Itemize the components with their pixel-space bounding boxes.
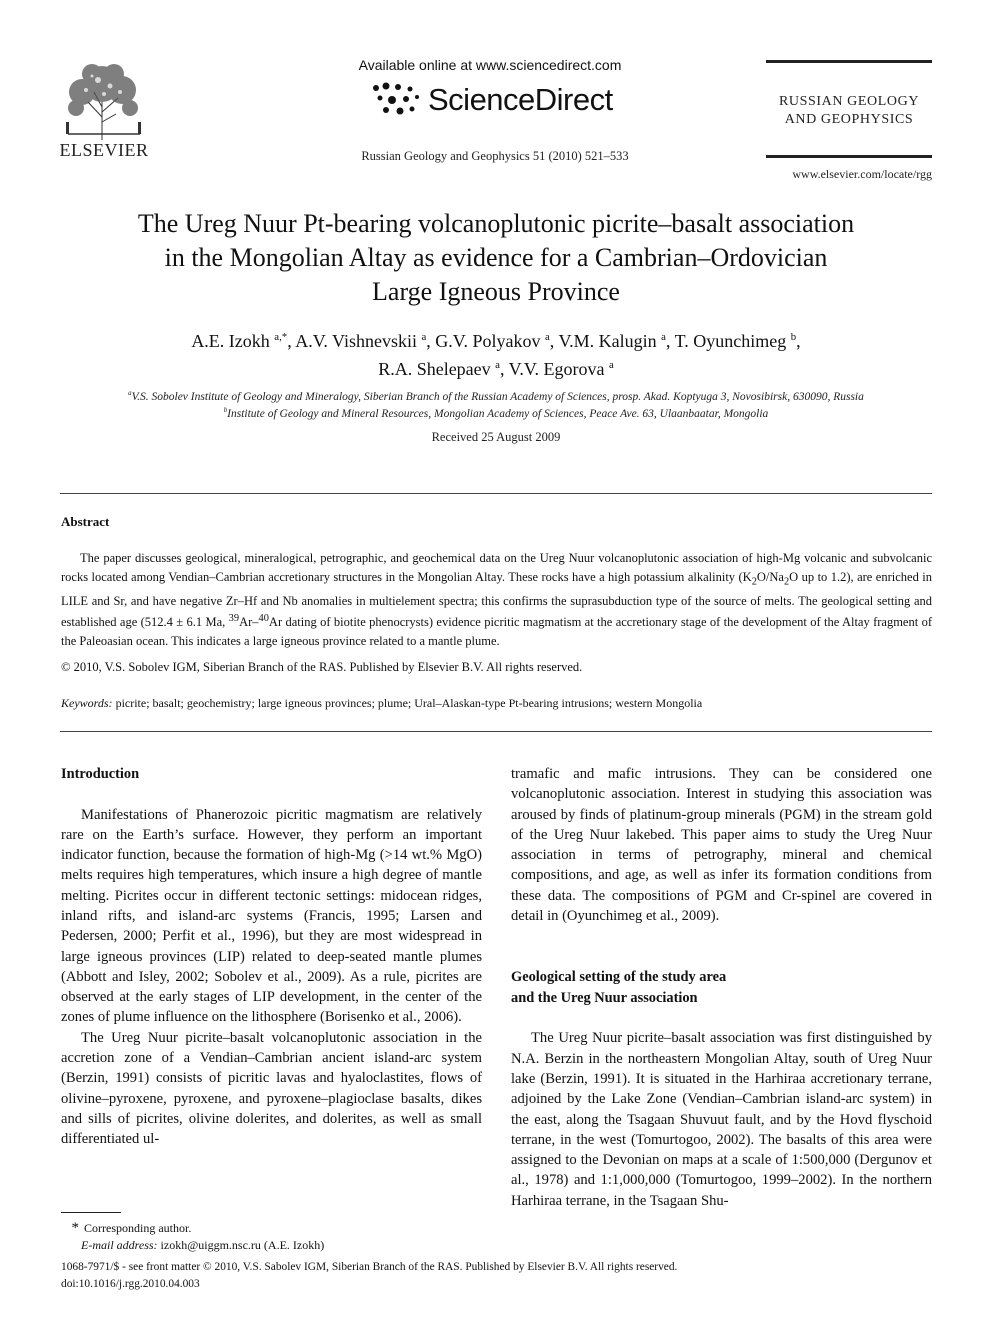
- author-name[interactable]: T. Oyunchimeg: [674, 331, 787, 351]
- author-name[interactable]: R.A. Shelepaev: [378, 359, 491, 379]
- author-line: [60, 325, 932, 353]
- author-separator: ,: [499, 359, 509, 379]
- journal-citation: Russian Geology and Geophysics 51 (2010) 521–533: [361, 149, 629, 163]
- author-separator: ,: [665, 331, 675, 351]
- title-line: Large Igneous Province: [372, 277, 620, 306]
- author-affiliation-mark: a,*: [274, 331, 288, 343]
- title-line: in the Mongolian Altay as evidence for a Cambrian–Ordovician: [164, 243, 828, 272]
- author-separator: ,: [287, 331, 296, 351]
- footnote-rule: [61, 1212, 121, 1213]
- left-column: [61, 764, 482, 1150]
- footnote-marker: *: [71, 1220, 79, 1236]
- body-paragraph: The Ureg Nuur picrite–basalt volcanoplutonic association in the accretion zone of a Vendian–Cambrian ancient island-arc system (Berzin, 1991) consists of picritic lavas and hyaloclastites, flows of olivine–pyroxene, pyroxene, and pyroxene–plagioclase basalts, dikes and sills of picrites, olivine dolerites, and dolerites, as well as small differentiated ul-: [61, 1029, 482, 1148]
- email-address[interactable]: izokh@uiggm.nsc.ru (A.E. Izokh): [157, 1238, 325, 1252]
- author-separator: ,: [796, 331, 801, 351]
- available-online-text: Available online at www.sciencedirect.com: [358, 57, 622, 73]
- sciencedirect-dots-icon: [370, 80, 422, 120]
- subscript: 2: [751, 576, 757, 587]
- right-column: [511, 764, 932, 1211]
- footnote-corresponding: [61, 1220, 191, 1237]
- journal-title-line: AND GEOPHYSICS: [784, 112, 914, 127]
- abstract-text: [61, 549, 932, 650]
- journal-top-rule: [766, 60, 932, 63]
- abstract-text-part: O up to 1.2), are enriched in LILE and Sr, and have negative Zr–Hf and Nb anomalies in multielement spectra; this confirms the suprasubduction type of the source of melts. The geological setting and established age (512.4 ± 6.1 Ma,: [61, 569, 932, 630]
- superscript: 39: [228, 613, 240, 624]
- keywords-label: Keywords:: [61, 696, 113, 710]
- author-affiliation-mark: a: [609, 359, 614, 371]
- abstract-heading: Abstract: [61, 514, 110, 529]
- title-line: The Ureg Nuur Pt-bearing volcanoplutonic picrite–basalt association: [137, 209, 855, 238]
- abstract-text-part: O/Na: [756, 569, 784, 584]
- section-heading-line: Geological setting of the study area: [511, 969, 727, 986]
- author-affiliation-mark: b: [790, 331, 797, 343]
- superscript: 40: [258, 613, 269, 624]
- author-separator: ,: [549, 331, 559, 351]
- author-name[interactable]: V.V. Egorova: [508, 359, 605, 379]
- journal-title: [766, 93, 932, 129]
- affiliation-text: V.S. Sobolev Institute of Geology and Mineralogy, Siberian Branch of the Russian Academy of Sciences, prosp. Akad. Koptyuga 3, Novosibirsk, 630090, Russia: [131, 390, 864, 403]
- abstract-text-part: The paper discusses geological, mineralogical, petrographic, and geochemical data on the Ureg Nuur volcanoplutonic association of high-Mg volcanic and subvolcanic rocks located among Vendian–Cambrian accretionary structures in the Mongolian Altay. These rocks have a high potassium alkalinity (K: [61, 551, 932, 584]
- author-affiliation-mark: a: [661, 331, 666, 343]
- section-heading-introduction: Introduction: [61, 766, 140, 782]
- affiliation-text: Institute of Geology and Mineral Resources, Mongolian Academy of Sciences, Peace Ave. 63, Ulaanbaatar, Mongolia: [227, 407, 769, 420]
- affiliation-mark: a: [128, 390, 132, 397]
- email-label: E-mail address:: [81, 1238, 158, 1252]
- keywords-list: picrite; basalt; geochemistry; large igneous provinces; plume; Ural–Alaskan-type Pt-bearing intrusions; western Mongolia: [112, 696, 703, 710]
- body-paragraph: The Ureg Nuur picrite–basalt association was first distinguished by N.A. Berzin in the northeastern Mongolian Altay, south of Ureg Nuur lake (Berzin, 1991). It is situated in the Harhiraa accretionary terrane, adjoined by the Lake Zone (Vendian–Cambrian island-arc system) in the east, along the Tsagaan Shuvuut fault, and by the Hovd flyschoid terrane, in the west (Tomurtogoo, 2002). The basalts of this area were assigned to the Devonian on maps at a scale of 1:500,000 (Dergunov et al., 1978) and 1:1,000,000 (Tomurtogoo, 1999–2002). In the northern Harhiraa terrane, in the Tsagaan Shu-: [511, 1030, 932, 1209]
- tree-icon: [58, 62, 150, 142]
- affiliation-b: [60, 402, 932, 423]
- journal-url[interactable]: www.elsevier.com/locate/rgg: [792, 167, 932, 181]
- body-paragraph: Manifestations of Phanerozoic picritic magmatism are relatively rare on the Earth’s surface. However, they perform an important indicator function, because the formation of high-Mg (>14 wt.% MgO) melts requires high temperatures, which insure a high degree of mantle melting. Picrites occur in different tectonic settings: midocean ridges, inland rifts, and island-arc systems (Francis, 1995; Larsen and Pedersen, 2000; Perfit et al., 1996), but they are most widespread in large igneous provinces (LIP) related to deep-seated mantle plumes (Abbott and Isley, 2002; Sobolev et al., 2009). As a rule, picrites are observed at the early stages of LIP development, in the center of the zones of plume influence on the lithosphere (Borisenko et al., 2006).: [61, 806, 482, 1026]
- doi-line[interactable]: doi:10.1016/j.rgg.2010.04.003: [61, 1278, 200, 1290]
- sciencedirect-wordmark: ScienceDirect: [428, 82, 613, 117]
- author-list: [60, 325, 932, 381]
- abstract-copyright: © 2010, V.S. Sobolev IGM, Siberian Branch of the RAS. Published by Elsevier B.V. All rights reserved.: [61, 660, 583, 674]
- abstract-text-part: Ar–: [239, 615, 259, 630]
- author-affiliation-mark: a: [495, 359, 500, 371]
- received-date: Received 25 August 2009: [431, 430, 561, 444]
- subscript: 2: [783, 576, 790, 587]
- journal-bottom-rule: [766, 155, 932, 158]
- keywords: [61, 696, 932, 711]
- author-affiliation-mark: a: [544, 331, 550, 343]
- article-title: [60, 207, 932, 309]
- journal-title-line: RUSSIAN GEOLOGY: [778, 94, 920, 109]
- author-name[interactable]: V.M. Kalugin: [558, 331, 657, 351]
- elsevier-wordmark: ELSEVIER: [59, 140, 149, 160]
- abstract-top-rule: [60, 493, 932, 494]
- section-heading-line: and the Ureg Nuur association: [511, 989, 698, 1006]
- abstract-text-part: Ar dating of biotite phenocrysts) evidence picritic magmatism at the accretionary stage of the development of the Altay fragment of the Paleoasian ocean. This indicates a large igneous province related to a mantle plume.: [61, 615, 932, 648]
- author-line: [60, 353, 932, 381]
- affiliation-mark: b: [223, 407, 228, 414]
- author-affiliation-mark: a: [421, 331, 427, 343]
- section-heading-geological-setting: [511, 967, 932, 1008]
- issn-line: 1068-7971/$ - see front matter © 2010, V.S. Sabolev IGM, Siberian Branch of the RAS. Published by Elsevier B.V. All rights reserved.: [61, 1261, 678, 1273]
- author-name[interactable]: G.V. Polyakov: [435, 331, 541, 351]
- abstract-bottom-rule: [60, 731, 932, 732]
- body-paragraph: tramafic and mafic intrusions. They can be considered one volcanoplutonic association. Interest in studying this association was aroused by finds of platinum-group minerals (PGM) in the stream gold of the Ureg Nuur lakebed. This paper aims to study the Ureg Nuur association in terms of petrography, mineral and chemical compositions, and age, as well as infer its formation conditions from these data. The compositions of PGM and Cr-spinel are covered in detail in (Oyunchimeg et al., 2009).: [511, 766, 932, 925]
- footnote-email: [81, 1238, 324, 1253]
- author-name[interactable]: A.E. Izokh: [191, 331, 270, 351]
- author-separator: ,: [426, 331, 436, 351]
- author-name[interactable]: A.V. Vishnevskii: [295, 331, 417, 351]
- footnote-text: Corresponding author.: [84, 1221, 192, 1235]
